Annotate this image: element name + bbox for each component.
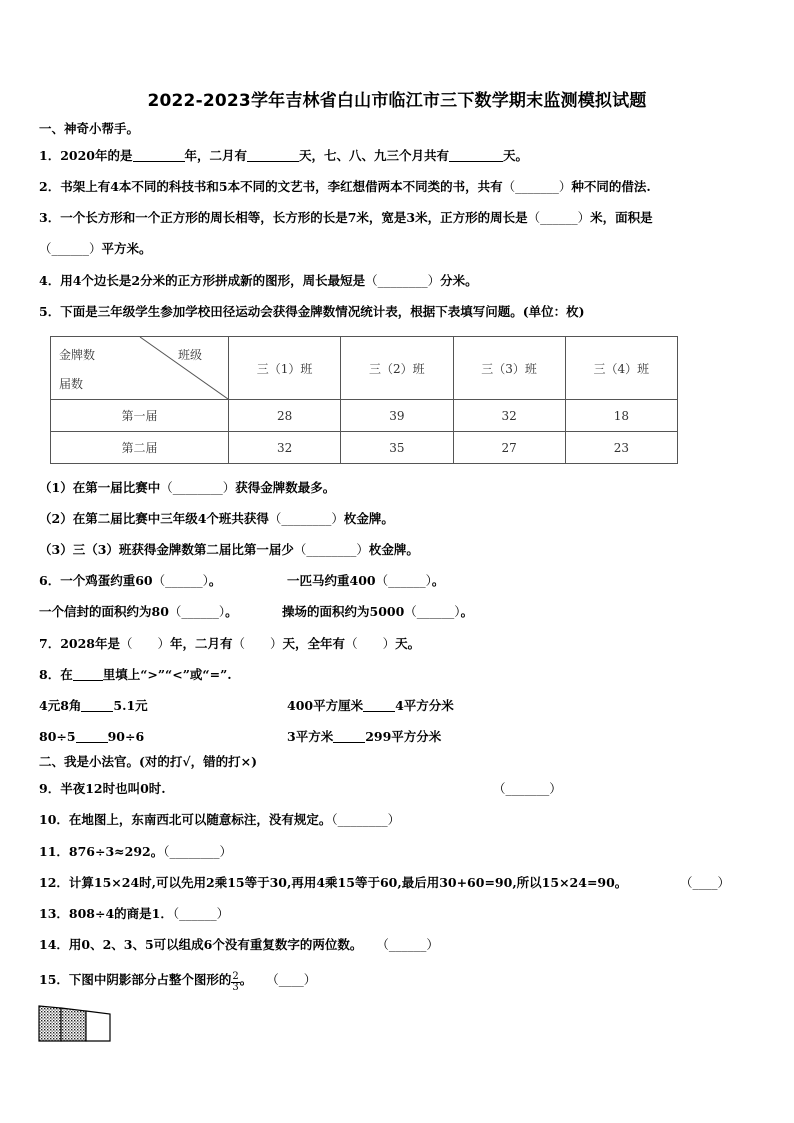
answer-blank[interactable]: （________） xyxy=(163,844,232,859)
answer-blank[interactable]: （________） xyxy=(331,812,401,827)
shaded-part xyxy=(39,1006,61,1041)
question-8-item-2: 400平方厘米 4平方分米 xyxy=(287,698,454,713)
question-5-1: （1）在第一届比赛中（________）获得金牌数最多。 xyxy=(39,480,336,495)
answer-blank[interactable]: （ ） xyxy=(120,636,171,651)
table-cell: 39 xyxy=(341,400,453,432)
question-5-3: （3）三（3）班获得金牌数第二届比第一届少（________）枚金牌。 xyxy=(39,542,419,557)
corner-label-session: 届数 xyxy=(59,377,84,391)
table-cell: 27 xyxy=(453,432,565,464)
compare-blank[interactable] xyxy=(81,698,113,712)
answer-blank[interactable]: （_______） xyxy=(502,179,572,194)
question-8: 8．在 里填上“>”“<”或“=”. xyxy=(39,667,232,682)
column-header: 三（2）班 xyxy=(341,337,453,400)
question-11: 11．876÷3≈292。（________） xyxy=(39,844,232,859)
answer-blank[interactable]: （______） xyxy=(172,906,230,921)
question-3: 3．一个长方形和一个正方形的周长相等，长方形的长是7米，宽是3米，正方形的周长是（______）米，面积是 xyxy=(39,210,653,225)
table-header-row xyxy=(51,337,678,400)
answer-blank[interactable]: （ ） xyxy=(345,636,396,651)
answer-blank[interactable]: （______） xyxy=(527,210,591,225)
answer-blank[interactable]: （________） xyxy=(293,542,369,557)
answer-blank[interactable]: （ ） xyxy=(232,636,283,651)
table-cell: 18 xyxy=(565,400,677,432)
question-8-item-4: 3平方米 299平方分米 xyxy=(287,729,442,744)
question-12: 12．计算15×24时,可以先用2乘15等于30,再用4乘15等于60,最后用30+60=90,所以15×24=90。 xyxy=(39,875,628,890)
question-3-cont: （______）平方米。 xyxy=(39,241,152,256)
answer-blank[interactable]: （______） xyxy=(404,604,461,619)
question-8-item-3: 80÷5 90÷6 xyxy=(39,729,145,744)
question-8-item-1: 4元8角 5.1元 xyxy=(39,698,148,713)
column-header: 三（4）班 xyxy=(565,337,677,400)
answer-blank[interactable]: （______） xyxy=(375,573,432,588)
corner-label-medals: 金牌数 xyxy=(59,348,96,362)
question-5: 5．下面是三年级学生参加学校田径运动会获得金牌数情况统计表，根据下表填写问题。(单位：枚) xyxy=(39,304,585,319)
row-label: 第二届 xyxy=(51,432,229,464)
blank xyxy=(73,667,103,681)
corner-cell xyxy=(51,337,229,400)
table-cell: 32 xyxy=(229,432,341,464)
table-cell: 23 xyxy=(565,432,677,464)
question-6-a: 6．一个鸡蛋约重60（______）。 xyxy=(39,573,222,588)
question-15: 15．下图中阴影部分占整个图形的 $\frac{2}{3}$ 。 （____） xyxy=(39,971,317,993)
answer-blank[interactable]: （______） xyxy=(39,241,102,256)
question-6-c: 一个信封的面积约为80（______）。 xyxy=(39,604,238,619)
answer-blank[interactable]: （____） xyxy=(266,972,317,987)
shaded-figure xyxy=(38,1005,114,1043)
table-row xyxy=(51,432,678,464)
question-6-b: 一匹马约重400（______）。 xyxy=(287,573,445,588)
section-1-heading: 一、神奇小帮手。 xyxy=(39,121,140,136)
question-5-2: （2）在第二届比赛中三年级4个班共获得（________）枚金牌。 xyxy=(39,511,394,526)
corner-label-class: 班级 xyxy=(178,348,203,362)
row-label: 第一届 xyxy=(51,400,229,432)
compare-blank[interactable] xyxy=(76,729,108,743)
question-14: 14．用0、2、3、5可以组成6个没有重复数字的两位数。 （______） xyxy=(39,937,439,952)
page-title: 2022-2023学年吉林省白山市临江市三下数学期末监测模拟试题 xyxy=(147,91,647,111)
compare-blank[interactable] xyxy=(333,729,365,743)
question-2: 2．书架上有4本不同的科技书和5本不同的文艺书，李红想借两本不同类的书，共有（_______）种不同的借法. xyxy=(39,179,651,194)
table-row xyxy=(51,400,678,432)
blank[interactable] xyxy=(133,148,185,162)
compare-blank[interactable] xyxy=(363,698,395,712)
table-cell: 32 xyxy=(453,400,565,432)
unshaded-part xyxy=(86,1011,110,1041)
answer-blank[interactable]: （_______） xyxy=(493,781,562,796)
medal-table xyxy=(50,336,678,464)
shaded-part xyxy=(61,1008,86,1041)
question-13: 13．808÷4的商是1．（______） xyxy=(39,906,230,921)
section-2-heading: 二、我是小法官。(对的打√，错的打×) xyxy=(39,754,258,769)
answer-blank[interactable]: （________） xyxy=(268,511,344,526)
question-6-d: 操场的面积约为5000（______）。 xyxy=(282,604,474,619)
answer-blank[interactable]: （______） xyxy=(152,573,209,588)
fraction: $\frac{2}{3}$ xyxy=(232,971,239,993)
column-header: 三（1）班 xyxy=(229,337,341,400)
answer-blank[interactable]: （____） xyxy=(680,875,731,890)
answer-blank[interactable]: （________） xyxy=(365,273,441,288)
answer-blank[interactable]: （________） xyxy=(160,480,236,495)
blank[interactable] xyxy=(449,148,503,162)
blank[interactable] xyxy=(247,148,299,162)
question-7: 7．2028年是（ ）年，二月有（ ）天，全年有（ ）天。 xyxy=(39,636,421,651)
question-4: 4．用4个边长是2分米的正方形拼成新的图形，周长最短是（________）分米。 xyxy=(39,273,478,288)
question-10: 10．在地图上，东南西北可以随意标注，没有规定。（________） xyxy=(39,812,401,827)
table-cell: 35 xyxy=(341,432,453,464)
table-cell: 28 xyxy=(229,400,341,432)
answer-blank[interactable]: （______） xyxy=(376,937,439,952)
column-header: 三（3）班 xyxy=(453,337,565,400)
question-9: 9．半夜12时也叫0时. xyxy=(39,781,166,796)
question-1: 1．2020年的是 年，二月有 天，七、八、九三个月共有 天。 xyxy=(39,148,529,163)
answer-blank[interactable]: （______） xyxy=(168,604,226,619)
